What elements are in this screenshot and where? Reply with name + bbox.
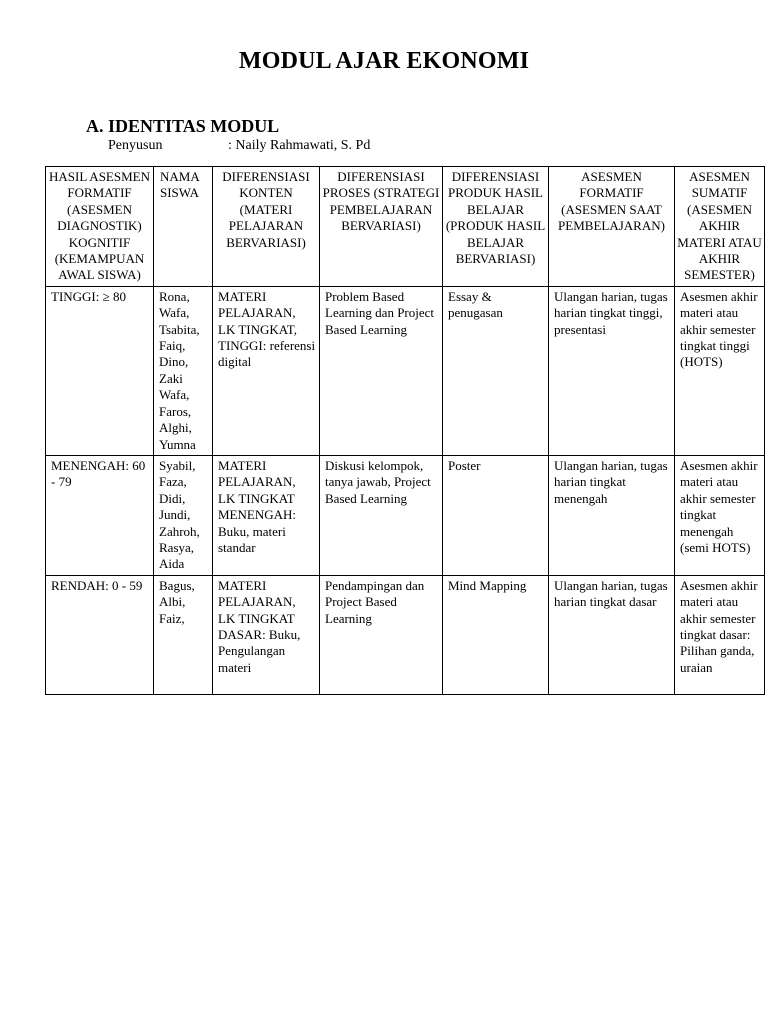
header-assessment-result: HASIL ASESMEN FORMATIF (ASESMEN DIAGNOSTIK) KOGNITIF (KEMAMPUAN AWAL SISWA) (46, 167, 154, 287)
author-line (108, 138, 370, 154)
cell-formative: Ulangan harian, tugas harian tingkat tinggi, presentasi (549, 286, 675, 455)
cell-summative: Asesmen akhir materi atau akhir semester tingkat menengah (semi HOTS) (675, 455, 765, 575)
header-summative-assessment: ASESMEN SUMATIF (ASESMEN AKHIR MATERI ATAU AKHIR SEMESTER) (675, 167, 765, 287)
section-heading: A. IDENTITAS MODUL (86, 116, 280, 136)
cell-summative: Asesmen akhir materi atau akhir semester tingkat dasar: Pilihan ganda, uraian (675, 575, 765, 694)
cell-content: MATERI PELAJARAN, LK TINGKAT, TINGGI: referensi digital (213, 286, 320, 455)
cell-summative: Asesmen akhir materi atau akhir semester tingkat tinggi (HOTS) (675, 286, 765, 455)
document-title: MODUL AJAR EKONOMI (238, 48, 530, 74)
cell-process: Problem Based Learning dan Project Based Learning (320, 286, 443, 455)
differentiation-table (45, 166, 765, 695)
cell-product: Essay & penugasan (443, 286, 549, 455)
table-row (46, 286, 765, 455)
cell-product: Mind Mapping (443, 575, 549, 694)
cell-level: MENENGAH: 60 - 79 (46, 455, 154, 575)
table-row (46, 455, 765, 575)
cell-process: Diskusi kelompok, tanya jawab, Project Based Learning (320, 455, 443, 575)
header-process-differentiation: DIFERENSIASI PROSES (STRATEGI PEMBELAJARAN BERVARIASI) (320, 167, 443, 287)
table-row (46, 575, 765, 694)
cell-names: Rona, Wafa, Tsabita, Faiq, Dino, Zaki Wafa, Faros, Alghi, Yumna (154, 286, 213, 455)
author-label: Penyusun (108, 138, 163, 153)
cell-names: Bagus, Albi, Faiz, (154, 575, 213, 694)
header-content-differentiation: DIFERENSIASI KONTEN (MATERI PELAJARAN BERVARIASI) (213, 167, 320, 287)
cell-content: MATERI PELAJARAN, LK TINGKAT DASAR: Buku, Pengulangan materi (213, 575, 320, 694)
cell-process: Pendampingan dan Project Based Learning (320, 575, 443, 694)
cell-level: RENDAH: 0 - 59 (46, 575, 154, 694)
cell-formative: Ulangan harian, tugas harian tingkat menengah (549, 455, 675, 575)
table-header-row (46, 167, 765, 287)
cell-content: MATERI PELAJARAN, LK TINGKAT MENENGAH: Buku, materi standar (213, 455, 320, 575)
cell-product: Poster (443, 455, 549, 575)
cell-formative: Ulangan harian, tugas harian tingkat dasar (549, 575, 675, 694)
header-student-name: NAMA SISWA (154, 167, 213, 287)
header-formative-assessment: ASESMEN FORMATIF (ASESMEN SAAT PEMBELAJARAN) (549, 167, 675, 287)
header-product-differentiation: DIFERENSIASI PRODUK HASIL BELAJAR (PRODUK HASIL BELAJAR BERVARIASI) (443, 167, 549, 287)
cell-names: Syabil, Faza, Didi, Jundi, Zahroh, Rasya, Aida (154, 455, 213, 575)
author-value: : Naily Rahmawati, S. Pd (228, 138, 371, 153)
cell-level: TINGGI: ≥ 80 (46, 286, 154, 455)
